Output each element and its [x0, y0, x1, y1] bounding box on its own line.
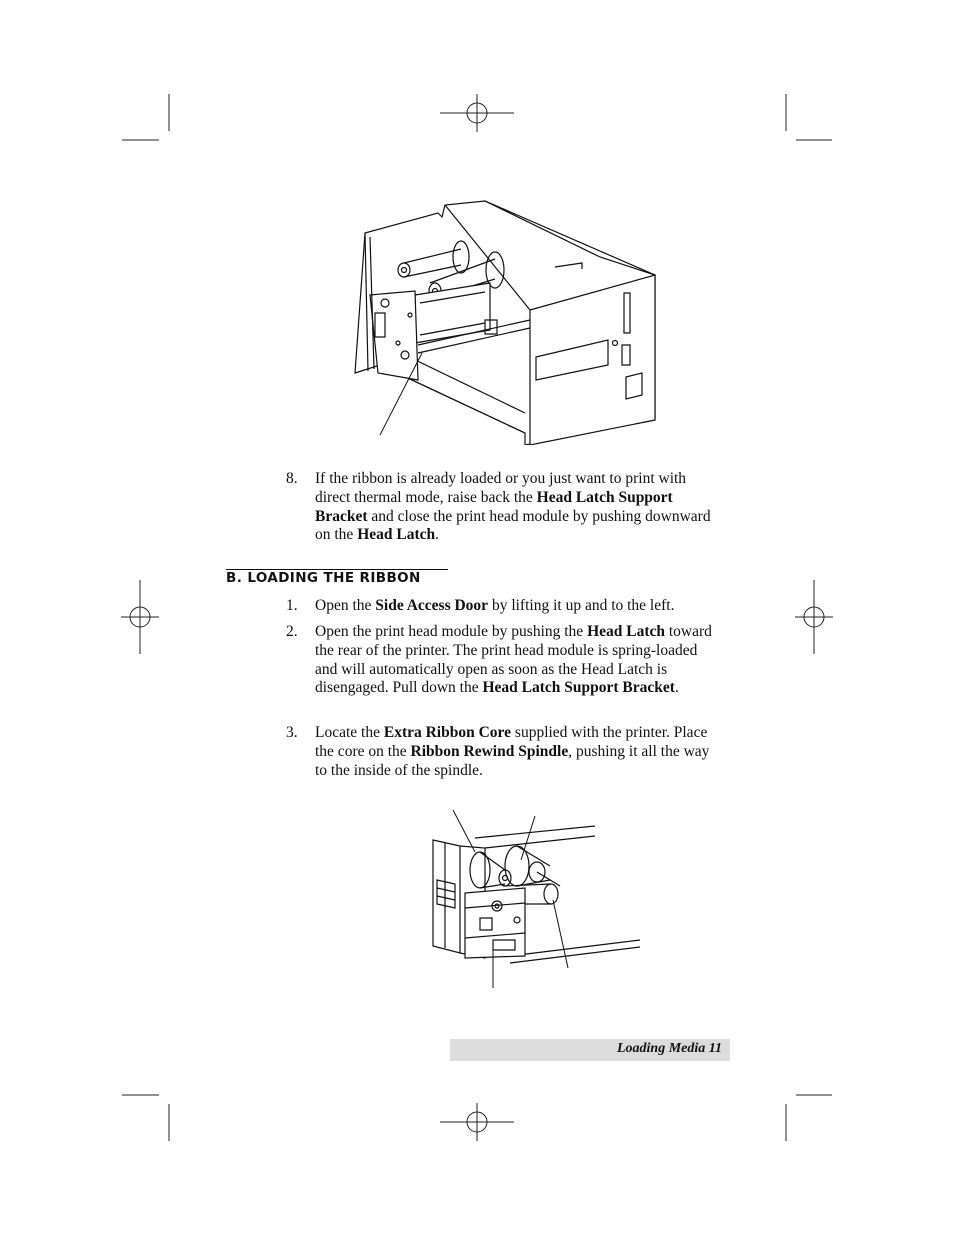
footer-bar	[450, 1039, 730, 1061]
step-1-number: 1.	[286, 597, 298, 614]
section-heading-loading-ribbon: B. LOADING THE RIBBON	[226, 569, 448, 586]
footer-page-label: Loading Media 11	[616, 1041, 722, 1056]
printer-open-side-illustration	[350, 195, 660, 445]
step-8-text: If the ribbon is already loaded or you just want to print with direct thermal mode, raise back the Head Latch Support Bracket and close the print head module by pushing downward on the Head Latch.	[315, 470, 711, 544]
step-1-text: Open the Side Access Door by lifting it up and to the left.	[315, 597, 675, 614]
step-3-number: 3.	[286, 724, 298, 741]
step-8-number: 8.	[286, 470, 298, 487]
step-3-text: Locate the Extra Ribbon Core supplied with the printer. Place the core on the Ribbon Rewind Spindle, pushing it all the way to the inside of the spindle.	[315, 724, 710, 779]
step-2-number: 2.	[286, 623, 298, 640]
ribbon-spindle-illustration	[425, 808, 645, 993]
step-2-text: Open the print head module by pushing the Head Latch toward the rear of the printer. The print head module is spring-loaded and will automatically open as soon as the Head Latch is disengaged. Pull down the Head Latch Support Bracket.	[315, 623, 712, 697]
